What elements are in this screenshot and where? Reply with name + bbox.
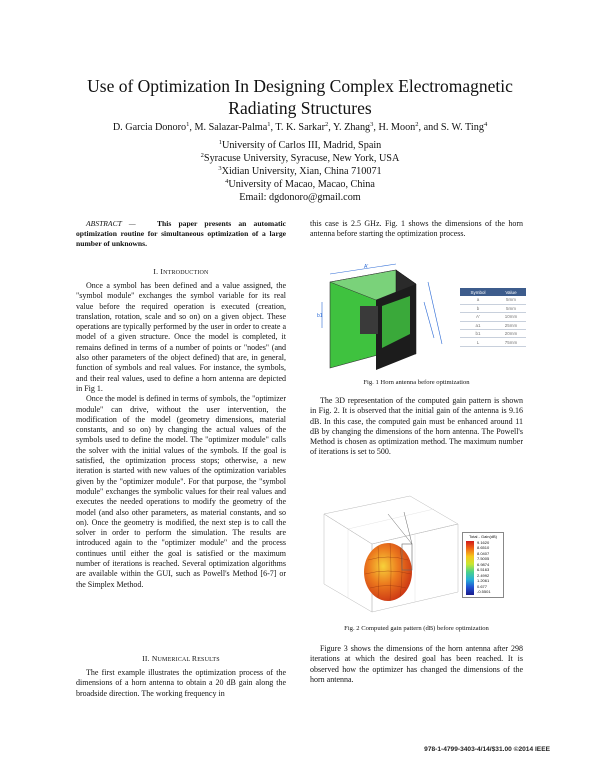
horn-antenna-figure xyxy=(316,262,461,372)
legend-title: Total - Gain(dB) xyxy=(468,534,497,539)
section-heading-numerical-results: II. NUMERICAL RESULTS xyxy=(142,654,220,663)
paragraph: this case is 2.5 GHz. Fig. 1 shows the dimensions of the horn antenna before starting the optimization process. xyxy=(310,219,523,239)
grid-plane xyxy=(324,496,458,544)
table-header-row: Symbol Value xyxy=(460,288,526,296)
copyright-footer: 978-1-4799-3403-4/14/$31.00 ©2014 IEEE xyxy=(424,746,550,753)
figure-2-caption: Fig. 2 Computed gain pattern (dB) before optimization xyxy=(344,625,489,632)
title-line-2: Radiating Structures xyxy=(228,98,372,118)
legend-value: 6.9874 xyxy=(477,561,490,567)
legend-value: 1.2061 xyxy=(477,578,490,584)
title-line-1: Use of Optimization In Designing Complex Electromagnetic xyxy=(87,76,513,96)
results-body xyxy=(76,668,286,699)
abstract-text: This paper presents an automatic optimization routine for simultaneous optimization of a large number of unknowns. xyxy=(76,219,286,248)
affiliation: $^2$Syracuse University, Syracuse, New York, USA xyxy=(200,152,400,164)
author: S. W. Ting$^4$ xyxy=(440,121,488,133)
table-row: A' 10mm xyxy=(460,313,526,321)
legend-value: 7.5005 xyxy=(477,556,490,562)
email: Email: dgdonoro@gmail.com xyxy=(239,192,361,203)
table-row: b1 20mm xyxy=(460,330,526,338)
author-list xyxy=(40,121,560,134)
introduction-body xyxy=(76,281,286,590)
affiliations xyxy=(60,139,540,204)
right-column-intro xyxy=(310,219,523,240)
legend-value: 8.0407 xyxy=(477,550,490,556)
right-column-after xyxy=(310,644,523,685)
gain-legend xyxy=(462,532,504,598)
table-row: a 5mm xyxy=(460,296,526,304)
abstract xyxy=(76,219,286,249)
table-row: a1 25mm xyxy=(460,321,526,329)
section-heading-introduction: I. INTRODUCTION xyxy=(153,267,209,276)
waveguide-feed xyxy=(360,306,378,334)
legend-value: 2.4992 xyxy=(477,572,490,578)
symbol-value-table xyxy=(460,288,526,347)
legend-value: 6.5163 xyxy=(477,567,490,573)
author: Y. Zhang$^3$, xyxy=(332,121,379,133)
affiliation: $^1$University of Carlos III, Madrid, Spain xyxy=(218,139,382,151)
dimension-line xyxy=(424,302,434,338)
figure-1-caption: Fig. 1 Horn antenna before optimization xyxy=(363,379,470,386)
table-row: L 75mm xyxy=(460,338,526,346)
legend-value: 9.1620 xyxy=(477,540,490,545)
dimension-line xyxy=(428,282,442,344)
paragraph: Once a symbol has been defined and a value assigned, the "symbol module" exchanges the symbol variable for its real value before the required operation is executed (creation, translation, rotation, scale and so on) on a given object. These operations are typically performed by the user in order to create a model of a given structure. Once the model is completed, it remains defined in terms of a number of points or "nodes" (and also other parameters of the object defined) that are, in general, function of symbols and real values. For instance, the symbols, and their real values, used to define a horn antenna are depicted in Fig 1. xyxy=(76,281,286,393)
author: D. Garcia Donoro$^1$, xyxy=(112,121,195,133)
paragraph: Once the model is defined in terms of symbols, the "optimizer module" can drive, without the user intervention, the modification of the model (geometry dimensions, material constants, and so on) by changing the actual values of the symbols used to define the model. The "optimizer module" calls the solver with the initial values of the symbols. If the goal is satisfied, the optimization process stops; otherwise, a new iteration is started with new values of the optimization variables given by the "optimizer module". For that purpose, the "symbol module" exchanges the symbolic values for their real values and executes the needed operations to modify the geometry of the model (and also other parameters, as material constants, and so on). Once the geometry is modified, the next step is to call the solver in order to perform the simulation. The results are introduced again to the "optimizer module" and the process continues until either the goal is satisfied or the maximum number of iterations is reached. Several optimization algorithms are available within the GUI, such as Powell's Method [6-7] or the Simplex Method. xyxy=(76,394,286,589)
paragraph: The first example illustrates the optimization process of the dimensions of a horn antenna to obtain a 20 dB gain along the broadside direction. The working frequency in xyxy=(76,668,286,698)
right-column-gain xyxy=(310,396,523,458)
paragraph: The 3D representation of the computed gain pattern is shown in Fig. 2. It is observed that the initial gain of the antenna is 9.16 dB. In this case, the computed gain must be enhanced around 11 dB by changing the dimensions of the horn antenna. The Powell's Method is chosen as optimization method. The maximum number of iterations is set to 500. xyxy=(310,396,523,457)
author: H. Moon$^2$, and xyxy=(378,121,441,133)
author: M. Salazar-Palma$^1$, xyxy=(194,121,276,133)
legend-value: 0.677 xyxy=(477,583,488,589)
abstract-lead: ABSTRACT — xyxy=(86,219,136,228)
gain-sphere xyxy=(364,543,412,601)
dimension-label: b1 xyxy=(317,313,323,319)
paragraph: Figure 3 shows the dimensions of the horn antenna after 298 iterations at which the desired goal has been reached. It is observed how the optimizer has changed the dimensions of the horn antenna. xyxy=(310,644,523,684)
affiliation: $^3$Xidian University, Xian, China 710071 xyxy=(218,165,382,177)
legend-value: -0.5501 xyxy=(477,589,491,595)
table-row: b 5mm xyxy=(460,304,526,312)
legend-value: 8.6510 xyxy=(477,545,490,551)
paper-title xyxy=(50,75,550,119)
gain-pattern-figure xyxy=(318,494,463,616)
author: T. K. Sarkar$^2$, xyxy=(275,121,333,133)
color-scale xyxy=(466,541,474,595)
dimension-label: A' xyxy=(364,264,369,270)
affiliation: $^4$University of Macao, Macao, China xyxy=(225,178,375,190)
